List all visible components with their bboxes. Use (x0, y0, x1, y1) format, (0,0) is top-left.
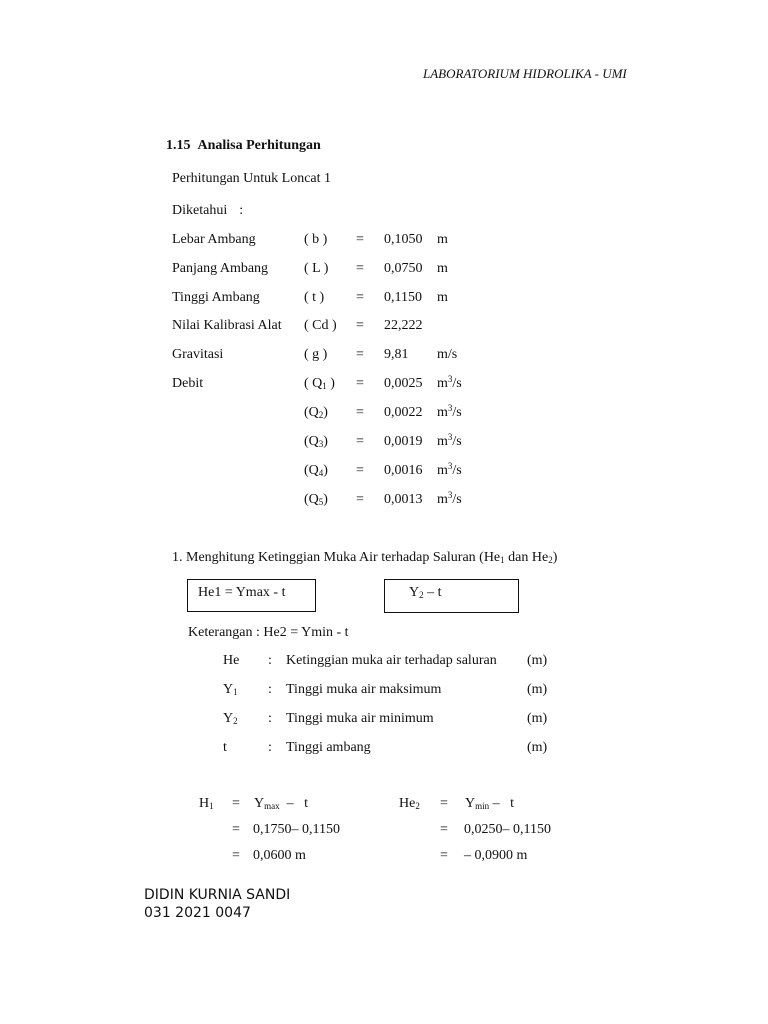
ket-unit: (m) (527, 653, 548, 668)
debit-symbol-sub: 5 (318, 497, 324, 507)
known-colon: : (239, 203, 244, 218)
debit-value: 0,0013 (384, 492, 423, 507)
calc-right-lhs (399, 797, 420, 811)
ket-unit: (m) (527, 711, 548, 726)
debit-unit (437, 374, 462, 391)
param-name: Panjang Ambang (172, 261, 269, 276)
param-name: Tinggi Ambang (172, 290, 260, 305)
param-unit: m (437, 232, 448, 247)
debit-value: 0,0022 (384, 405, 423, 420)
debit-symbol-sub: 1 (322, 381, 327, 391)
debit-unit-base: m (437, 463, 448, 478)
calc-right-lhs-text: He (399, 796, 416, 811)
param-unit: m/s (437, 347, 458, 362)
debit-symbol-open: ( Q (304, 376, 323, 391)
param-unit: m (437, 261, 448, 276)
calc-left-rhs-pre: Y (254, 796, 265, 811)
param-equals: = (356, 290, 364, 305)
debit-unit-base: m (437, 434, 448, 449)
calc-left-rhs-sub: max (264, 801, 280, 811)
debit-equals: = (356, 376, 364, 391)
ket-description: Tinggi ambang (286, 740, 371, 755)
param-symbol: ( Cd ) (304, 318, 337, 333)
debit-unit-tail: /s (452, 492, 462, 507)
debit-symbol-close: ) (323, 492, 328, 507)
debit-symbol-close: ) (323, 434, 328, 449)
debit-unit (437, 432, 462, 449)
ket-symbol-sub: 2 (233, 716, 238, 726)
step1-sub2: 2 (548, 555, 553, 565)
debit-value: 0,0016 (384, 463, 423, 478)
calc-left-lhs (199, 797, 214, 811)
param-symbol: ( g ) (304, 347, 328, 362)
formula-y2-pre: Y (409, 585, 420, 600)
debit-symbol-close: ) (323, 463, 328, 478)
step1-heading (172, 551, 557, 565)
subtitle: Perhitungan Untuk Loncat 1 (172, 171, 332, 186)
section-heading (166, 139, 321, 153)
param-value: 0,1050 (384, 232, 423, 247)
ket-unit: (m) (527, 740, 548, 755)
param-name: Nilai Kalibrasi Alat (172, 318, 282, 333)
calc-left-rhs-post: – t (279, 796, 309, 811)
debit-symbol-sub: 2 (318, 410, 324, 420)
debit-unit-tail: /s (452, 376, 462, 391)
calc-left-eq3: = (232, 848, 240, 863)
debit-unit-base: m (437, 492, 448, 507)
debit-equals: = (356, 492, 364, 507)
debit-unit-tail: /s (452, 405, 462, 420)
ket-colon: : (268, 711, 272, 726)
formula-y2-sub: 2 (419, 590, 424, 600)
ket-description: Tinggi muka air minimum (286, 711, 434, 726)
calc-left-lhs-sub: 1 (209, 801, 214, 811)
calc-left-rhs (254, 797, 308, 811)
debit-symbol-open: (Q (304, 434, 319, 449)
debit-unit-exp: 3 (447, 432, 453, 442)
param-value: 22,222 (384, 318, 423, 333)
debit-value: 0,0025 (384, 376, 423, 391)
footer-name: DIDIN KURNIA SANDI (144, 887, 291, 903)
step1-suffix: ) (552, 550, 558, 565)
debit-symbol-close: ) (326, 376, 335, 391)
param-equals: = (356, 261, 364, 276)
param-equals: = (356, 347, 364, 362)
calc-left-step2: 0,1750– 0,1150 (253, 822, 340, 837)
debit-equals: = (356, 463, 364, 478)
step1-prefix: 1. Menghitung Ketinggian Muka Air terhadap Saluran (He (172, 550, 501, 565)
formula-box-y2 (384, 579, 519, 613)
debit-symbol-sub: 4 (318, 468, 324, 478)
debit-equals: = (356, 434, 364, 449)
debit-symbol (304, 435, 328, 449)
calc-right-rhs (465, 797, 514, 811)
lab-header: LABORATORIUM HIDROLIKA - UMI (423, 66, 627, 81)
section-number: 1.15 (166, 138, 191, 153)
debit-unit-exp: 3 (447, 461, 453, 471)
calc-right-result: – 0,0900 m (464, 848, 528, 863)
ket-symbol (223, 654, 239, 668)
ket-symbol-sub: 1 (233, 687, 238, 697)
calc-left-eq2: = (232, 822, 240, 837)
debit-unit-exp: 3 (447, 403, 453, 413)
ket-symbol-text: t (223, 740, 227, 755)
ket-symbol (223, 741, 227, 755)
known-label (172, 204, 243, 218)
ket-symbol-text: Y (223, 711, 234, 726)
calc-right-eq2: = (440, 822, 448, 837)
formula-he1: He1 = Ymax - t (198, 585, 286, 600)
param-value: 0,0750 (384, 261, 423, 276)
param-name: Gravitasi (172, 347, 224, 362)
known-label-text: Diketahui (172, 203, 228, 218)
footer-id: 031 2021 0047 (144, 905, 251, 921)
formula-y2 (409, 585, 442, 601)
debit-unit-base: m (437, 405, 448, 420)
debit-equals: = (356, 405, 364, 420)
calc-right-step2: 0,0250– 0,1150 (464, 822, 551, 837)
ket-symbol (223, 683, 238, 697)
formula-y2-post: – t (423, 585, 442, 600)
debit-symbol-sub: 3 (318, 439, 324, 449)
param-symbol: ( b ) (304, 232, 328, 247)
debit-unit (437, 403, 462, 420)
debit-unit-exp: 3 (447, 490, 453, 500)
debit-symbol (304, 406, 328, 420)
param-unit: m (437, 290, 448, 305)
step1-middle: dan He (504, 550, 549, 565)
ket-symbol-text: He (223, 653, 240, 668)
ket-symbol (223, 712, 238, 726)
calc-right-eq3: = (440, 848, 448, 863)
param-equals: = (356, 232, 364, 247)
calc-left-result: 0,0600 m (253, 848, 306, 863)
debit-symbol-close: ) (323, 405, 328, 420)
ket-description: Tinggi muka air maksimum (286, 682, 442, 697)
param-name: Lebar Ambang (172, 232, 256, 247)
calc-right-rhs-pre: Y (465, 796, 476, 811)
calc-right-eq1: = (440, 796, 448, 811)
debit-unit (437, 490, 462, 507)
calc-left-lhs-text: H (199, 796, 210, 811)
calc-right-rhs-sub: min (475, 801, 490, 811)
debit-unit-tail: /s (452, 434, 462, 449)
ket-colon: : (268, 682, 272, 697)
debit-symbol-open: (Q (304, 492, 319, 507)
debit-unit-base: m (437, 376, 448, 391)
debit-value: 0,0019 (384, 434, 423, 449)
debit-symbol (304, 493, 328, 507)
ket-colon: : (268, 653, 272, 668)
debit-symbol-open: (Q (304, 463, 319, 478)
section-title: Analisa Perhitungan (197, 138, 321, 153)
calc-right-lhs-sub: 2 (415, 801, 420, 811)
param-symbol: ( L ) (304, 261, 329, 276)
step1-sub1: 1 (500, 555, 505, 565)
debit-symbol (304, 377, 335, 391)
ket-symbol-text: Y (223, 682, 234, 697)
debit-unit (437, 461, 462, 478)
debit-label: Debit (172, 376, 204, 391)
param-symbol: ( t ) (304, 290, 325, 305)
param-equals: = (356, 318, 364, 333)
ket-colon: : (268, 740, 272, 755)
param-value: 9,81 (384, 347, 409, 362)
param-value: 0,1150 (384, 290, 422, 305)
debit-unit-exp: 3 (447, 374, 453, 384)
formula-box-he1 (187, 579, 316, 612)
debit-unit-tail: /s (452, 463, 462, 478)
debit-symbol-open: (Q (304, 405, 319, 420)
debit-symbol (304, 464, 328, 478)
calc-left-eq1: = (232, 796, 240, 811)
keterangan-label: Keterangan : He2 = Ymin - t (188, 625, 349, 640)
ket-unit: (m) (527, 682, 548, 697)
calc-right-rhs-post: – t (489, 796, 515, 811)
ket-description: Ketinggian muka air terhadap saluran (286, 653, 497, 668)
